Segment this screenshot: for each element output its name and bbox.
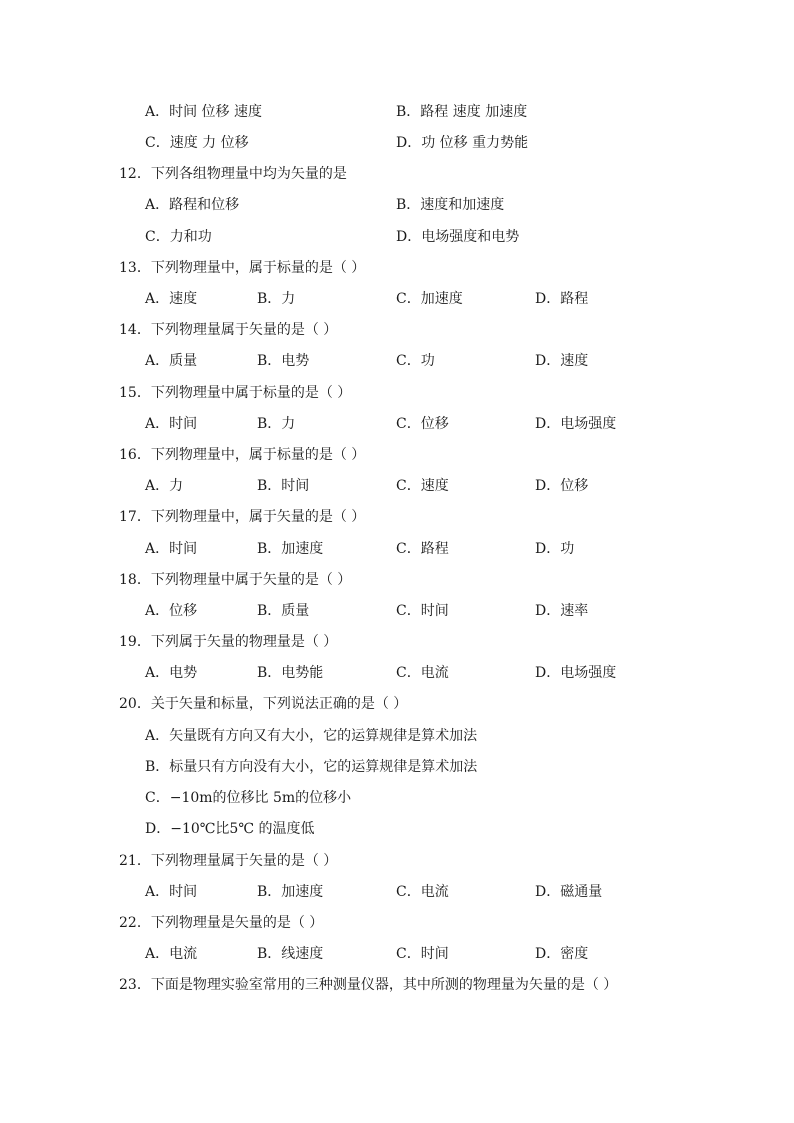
option-c: C．路程: [396, 541, 449, 557]
question-22-options: [0, 944, 794, 964]
option-d: D．密度: [535, 946, 589, 962]
option-b: B．质量: [257, 603, 310, 619]
question-17-options: [0, 539, 794, 559]
question-12-options-row-1: [0, 195, 794, 215]
option-c: C．时间: [396, 946, 449, 962]
option-a: A．位移: [145, 603, 198, 619]
question-16-stem: 16．下列物理量中，属于标量的是（ ）: [119, 447, 366, 463]
option-b: B．电势: [257, 353, 310, 369]
option-b: B．力: [257, 291, 296, 307]
question-13-options: [0, 289, 794, 309]
option-a: A．路程和位移: [145, 197, 240, 213]
option-a: A．质量: [145, 353, 198, 369]
option-a: A．矢量既有方向又有大小，它的运算规律是算术加法: [145, 728, 478, 744]
option-d: D．速率: [535, 603, 589, 619]
option-d: D．电场强度: [535, 665, 617, 681]
question-21-stem: 21．下列物理量属于矢量的是（ ）: [119, 853, 338, 869]
option-d: D．功 位移 重力势能: [396, 135, 529, 151]
option-d: D．路程: [535, 291, 589, 307]
option-d: D．−10℃比5℃ 的温度低: [145, 821, 315, 837]
question-15-options: [0, 414, 794, 434]
option-c: C．速度: [396, 478, 449, 494]
option-a: A．电流: [145, 946, 198, 962]
option-c: C．时间: [396, 603, 449, 619]
prelude-options-row-2: [0, 133, 794, 153]
option-b: B．线速度: [257, 946, 324, 962]
option-c: C．加速度: [396, 291, 463, 307]
option-a: A．时间 位移 速度: [145, 104, 263, 120]
option-d: D．磁通量: [535, 884, 603, 900]
question-19-options: [0, 663, 794, 683]
prelude-options-row-1: [0, 102, 794, 122]
question-14-options: [0, 351, 794, 371]
option-c: C．电流: [396, 665, 449, 681]
option-c: C．力和功: [145, 229, 212, 245]
option-d: D．速度: [535, 353, 589, 369]
question-14-stem: 14．下列物理量属于矢量的是（ ）: [119, 322, 338, 338]
option-a: A．时间: [145, 416, 198, 432]
option-a: A．电势: [145, 665, 198, 681]
question-21-options: [0, 882, 794, 902]
option-c: C．位移: [396, 416, 449, 432]
option-d: D．功: [535, 541, 575, 557]
question-19-stem: 19．下列属于矢量的物理量是（ ）: [119, 634, 338, 650]
option-b: B．电势能: [257, 665, 324, 681]
option-b: B．速度和加速度: [396, 197, 505, 213]
option-a: A．时间: [145, 541, 198, 557]
option-c: C．速度 力 位移: [145, 135, 249, 151]
option-c: C．功: [396, 353, 435, 369]
question-23-stem: 23．下面是物理实验室常用的三种测量仪器，其中所测的物理量为矢量的是（ ）: [119, 977, 618, 993]
option-b: B．路程 速度 加速度: [396, 104, 528, 120]
question-16-options: [0, 476, 794, 496]
option-d: D．电场强度: [535, 416, 617, 432]
option-d: D．电场强度和电势: [396, 229, 520, 245]
question-12-options-row-2: [0, 227, 794, 247]
option-b: B．加速度: [257, 541, 324, 557]
question-13-stem: 13．下列物理量中，属于标量的是（ ）: [119, 260, 366, 276]
option-a: A．速度: [145, 291, 198, 307]
option-b: B．标量只有方向没有大小，它的运算规律是算术加法: [145, 759, 478, 775]
question-18-stem: 18．下列物理量中属于矢量的是（ ）: [119, 572, 352, 588]
question-17-stem: 17．下列物理量中，属于矢量的是（ ）: [119, 509, 366, 525]
question-20-stem: 20．关于矢量和标量，下列说法正确的是（ ）: [119, 696, 408, 712]
option-a: A．力: [145, 478, 184, 494]
option-c: C．电流: [396, 884, 449, 900]
option-c: C．−10m的位移比 5m的位移小: [145, 790, 352, 806]
question-15-stem: 15．下列物理量中属于标量的是（ ）: [119, 385, 352, 401]
question-12-stem: 12．下列各组物理量中均为矢量的是: [119, 166, 347, 182]
option-a: A．时间: [145, 884, 198, 900]
question-18-options: [0, 601, 794, 621]
option-d: D．位移: [535, 478, 589, 494]
question-22-stem: 22．下列物理量是矢量的是（ ）: [119, 915, 324, 931]
option-b: B．时间: [257, 478, 310, 494]
option-b: B．加速度: [257, 884, 324, 900]
option-b: B．力: [257, 416, 296, 432]
